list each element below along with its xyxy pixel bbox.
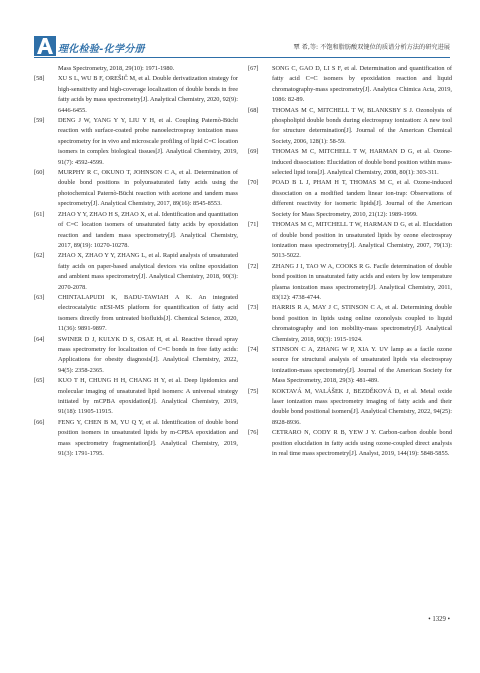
- reference-number: [73]: [248, 304, 259, 312]
- reference-number: [64]: [34, 335, 45, 343]
- reference-text: CHINTALAPUDI K, BADU-TAWIAH A K. An integrated electrocatalytic nESI-MS platform for quantification of fatty acid isomers directly from untreated biofluids[J]. Chemical Science, 2020, 11(36): 9891-9897.: [58, 293, 238, 333]
- reference-entry: [248, 303, 452, 345]
- reference-number: [65]: [34, 377, 45, 385]
- reference-number: [74]: [248, 345, 259, 353]
- reference-text: XU S L, WU B F, OREŠIČ M, et al. Double derivatization strategy for high-sensitivity and high-coverage localization of double bonds in free fatty acids by mass spectrometry[J]. Analytical Chemistry, 2020, 92(9): 6446-6455.: [58, 75, 238, 114]
- reference-entry: [34, 168, 238, 210]
- reference-text: STINSON C A, ZHANG W P, XIA Y. UV lamp as a facile ozone source for structural analysis of unsaturated lipids via electrospray ionization-mass spectrometry[J]. Journal of the American Society for Mass Spectrometry, 2018, 29(3): 481-489.: [272, 345, 452, 385]
- reference-text: HARRIS R A, MAY J C, STINSON C A, et al. Determining double bond position in lipids using online ozonolysis coupled to liquid chromatography and ion mobility-mass spectrometry[J]. Analytical Chemistry, 2018, 90(3): 1915-1924.: [272, 304, 452, 343]
- reference-entry: [248, 387, 452, 429]
- reference-text: THOMAS M C, MITCHELL T W, HARMAN D G, et al. Elucidation of double bond position in unsaturated lipids by ozone electrospray ionization mass spectrometry[J]. Analytical Chemistry, 2007, 79(13): 5013-5022.: [272, 221, 452, 260]
- reference-number: [72]: [248, 262, 259, 270]
- reference-text: CETRARO N, CODY R B, YEW J Y. Carbon-carbon double bond position elucidation in fatty acids using ozone-coupled direct analysis in real time mass spectrometry[J]. Analyst, 2019, 144(19): 5848-5855.: [272, 429, 452, 458]
- reference-text: MURPHY R C, OKUNO T, JOHNSON C A, et al. Determination of double bond positions in polyunsaturated fatty acids using the photochemical Paternò-Büchi reaction with acetone and tandem mass spectrometry[J]. Analytical Chemistry, 2017, 89(16): 8545-8553.: [58, 169, 238, 208]
- reference-number: [76]: [248, 429, 259, 437]
- journal-logo-icon: [34, 36, 56, 56]
- reference-text: SWINER D J, KULYK D S, OSAE H, et al. Reactive thread spray mass spectrometry for localization of C=C bonds in free fatty acids: Applications for obesity diagnosis[J]. Analytical Chemistry, 2022, 94(5): 2358-2365.: [58, 335, 238, 374]
- reference-number: [71]: [248, 221, 259, 229]
- reference-entry: [34, 64, 238, 74]
- reference-number: [63]: [34, 293, 45, 301]
- reference-entry: [34, 74, 238, 116]
- reference-number: [70]: [248, 179, 259, 187]
- reference-text: THOMAS M C, MITCHELL T W, HARMAN D G, et al. Ozone-induced dissociation: Elucidation of double bond position within mass-selected lipid ions[J]. Analytical Chemistry, 2008, 80(1): 303-311.: [272, 148, 452, 177]
- reference-number: [69]: [248, 148, 259, 156]
- page-header: [0, 0, 480, 58]
- reference-entry: [34, 251, 238, 293]
- reference-number: [66]: [34, 418, 45, 426]
- reference-entry: [248, 262, 452, 304]
- reference-number: [58]: [34, 75, 45, 83]
- reference-column-left: [34, 64, 238, 459]
- reference-entry: [248, 220, 452, 262]
- reference-text: DENG J W, YANG Y Y, LIU Y H, et al. Coupling Paternò-Büchi reaction with surface-coated probe nanoelectrospray ionization mass spectrometry for in vivo and microscale profiling of lipid C=C location isomers in complex biological tissues[J]. Analytical Chemistry, 2019, 91(7): 4592-4599.: [58, 117, 238, 166]
- reference-text: KUO T H, CHUNG H H, CHANG H Y, et al. Deep lipidomics and molecular imaging of unsaturated lipid isomers: A universal strategy initiated by mCPBA epoxidation[J]. Analytical Chemistry, 2019, 91(18): 11905-11915.: [58, 377, 238, 416]
- reference-entry: [34, 335, 238, 377]
- reference-number: [62]: [34, 252, 45, 260]
- reference-entry: [248, 106, 452, 148]
- reference-entry: [34, 418, 238, 460]
- reference-number: [68]: [248, 106, 259, 114]
- reference-text: SONG C, GAO D, LI S F, et al. Determination and quantification of fatty acid C=C isomers by epoxidation reaction and liquid chromatography-mass spectrometry[J]. Analytica Chimica Acta, 2019, 1086: 82-89.: [272, 65, 452, 104]
- page-number: • 1329 •: [428, 616, 450, 623]
- reference-text: ZHAO X, ZHAO Y Y, ZHANG L, et al. Rapid analysis of unsaturated fatty acids on paper-based analytical devices via online epoxidation and ambient mass spectrometry[J]. Analytical Chemistry, 2018, 90(3): 2070-2078.: [58, 252, 238, 291]
- reference-text: THOMAS M C, MITCHELL T W, BLANKSBY S J. Ozonolysis of phospholipid double bonds during electrospray ionization: A new tool for structure determination[J]. Journal of the American Chemical Society, 2006, 128(1): 58-59.: [272, 106, 452, 145]
- reference-number: [75]: [248, 387, 259, 395]
- reference-number: [61]: [34, 210, 45, 218]
- reference-entry: [34, 116, 238, 168]
- header-rule: [34, 57, 450, 58]
- reference-text: POAD B L J, PHAM H T, THOMAS M C, et al. Ozone-induced dissociation on a modified tandem linear ion-trap: Observations of different reactivity for isomeric lipids[J]. Journal of the American Society for Mass Spectrometry, 2010, 21(12): 1989-1999.: [272, 179, 452, 218]
- reference-entry: [248, 178, 452, 220]
- reference-entry: [34, 293, 238, 335]
- reference-entry: [248, 428, 452, 459]
- reference-entry: [248, 345, 452, 387]
- reference-text: ZHAO Y Y, ZHAO H S, ZHAO X, et al. Identification and quantitation of C=C location isomers of unsaturated fatty acids by epoxidation reaction and tandem mass spectrometry[J]. Analytical Chemistry, 2017, 89(19): 10270-10278.: [58, 210, 239, 249]
- reference-entry: [248, 147, 452, 178]
- reference-entry: [34, 210, 238, 252]
- reference-entry: [34, 376, 238, 418]
- reference-entry: [248, 64, 452, 106]
- reference-text: Mass Spectrometry, 2018, 29(10): 1971-1980.: [58, 65, 175, 72]
- reference-text: KOKTAVÁ M, VALÁŠEK J, BEZDĚKOVÁ D, et al. Metal oxide laser ionization mass spectrometry imaging of fatty acids and their double bond positional isomers[J]. Analytical Chemistry, 2022, 94(25): 8928-8936.: [272, 387, 452, 426]
- reference-text: ZHANG J I, TAO W A, COOKS R G. Facile determination of double bond position in unsaturated fatty acids and esters by low temperature plasma ionization mass spectrometry[J]. Analytical Chemistry, 2011, 83(12): 4738-4744.: [272, 262, 452, 301]
- running-head: 覃 希,等: 不饱和脂肪酸双键位的质谱分析方法的研究进展: [293, 44, 450, 51]
- reference-number: [60]: [34, 169, 45, 177]
- journal-title: 理化检验-化学分册: [58, 44, 145, 55]
- reference-column-right: [248, 64, 452, 459]
- reference-text: FENG Y, CHEN B M, YU Q Y, et al. Identification of double bond position isomers in unsaturated lipids by m-CPBA epoxidation and mass spectrometry fragmentation[J]. Analytical Chemistry, 2019, 91(3): 1791-1795.: [58, 418, 238, 458]
- reference-number: [59]: [34, 117, 45, 125]
- reference-number: [67]: [248, 65, 259, 72]
